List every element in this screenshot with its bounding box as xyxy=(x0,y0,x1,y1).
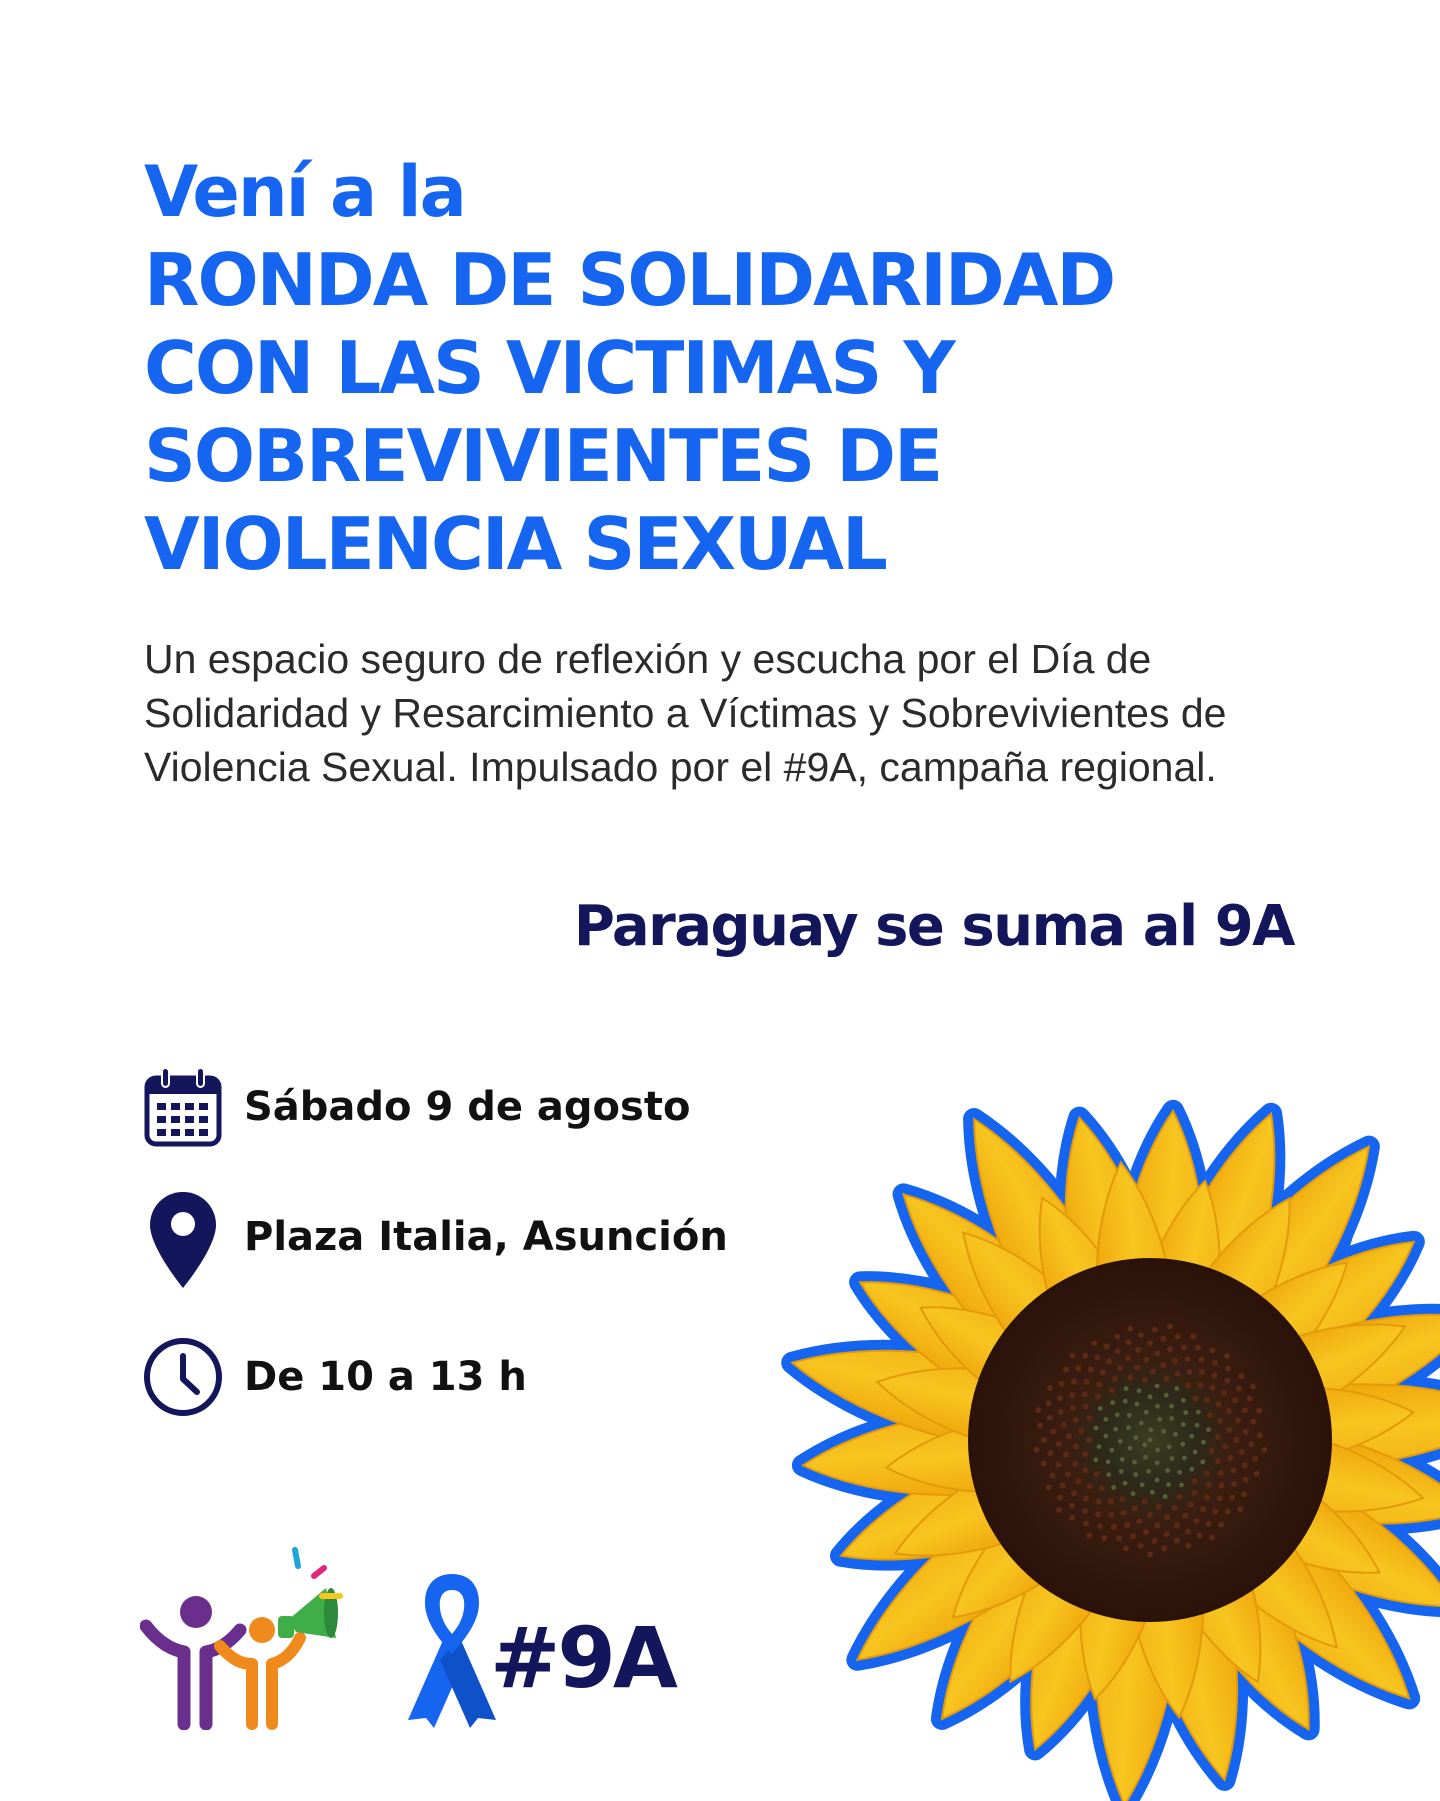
event-location-row xyxy=(142,1196,728,1278)
seed xyxy=(1095,1511,1101,1517)
seed xyxy=(1250,1419,1256,1425)
seed xyxy=(1166,1482,1171,1487)
seed xyxy=(1133,1472,1138,1477)
seed xyxy=(1254,1471,1260,1477)
seed xyxy=(1172,1505,1178,1511)
seed xyxy=(1170,1456,1175,1461)
seed xyxy=(1224,1378,1230,1384)
seed xyxy=(1241,1491,1247,1497)
seed xyxy=(1238,1373,1244,1379)
seed xyxy=(1151,1538,1157,1544)
seed xyxy=(1106,1359,1112,1365)
seed xyxy=(1134,1365,1140,1371)
seed xyxy=(1069,1515,1075,1521)
seed xyxy=(1063,1452,1069,1458)
seed xyxy=(1139,1421,1144,1426)
seed xyxy=(1082,1451,1088,1457)
seed xyxy=(1095,1394,1101,1400)
seed xyxy=(1231,1481,1237,1487)
event-time-row xyxy=(142,1336,527,1418)
seed xyxy=(1177,1494,1183,1500)
seed xyxy=(1225,1365,1231,1371)
seed xyxy=(1167,1445,1172,1450)
seed xyxy=(1177,1470,1182,1475)
seed xyxy=(1206,1482,1212,1488)
seed xyxy=(1156,1504,1162,1510)
seed xyxy=(1114,1334,1120,1340)
seed xyxy=(1047,1415,1053,1421)
seed xyxy=(1175,1333,1181,1339)
seed xyxy=(1071,1379,1077,1385)
event-location: Plaza Italia, Asunción xyxy=(244,1214,728,1260)
seed xyxy=(1182,1456,1187,1461)
seed xyxy=(1095,1498,1101,1504)
seed xyxy=(1185,1543,1191,1549)
seed xyxy=(1148,1394,1153,1399)
seed xyxy=(1056,1441,1062,1447)
seed xyxy=(1215,1458,1221,1464)
campaign-logo xyxy=(400,1570,675,1735)
seed xyxy=(1164,1531,1170,1537)
seed xyxy=(1123,1481,1128,1486)
seed xyxy=(1108,1512,1114,1518)
seed xyxy=(1143,1357,1149,1363)
seed xyxy=(1050,1429,1056,1435)
seed xyxy=(1069,1392,1075,1398)
seed xyxy=(1207,1412,1213,1418)
seed xyxy=(1120,1510,1126,1516)
seed xyxy=(1094,1354,1100,1360)
seed xyxy=(1186,1369,1192,1375)
seed xyxy=(1215,1434,1221,1440)
seed xyxy=(1100,1370,1106,1376)
seed xyxy=(1041,1461,1047,1467)
seed xyxy=(1099,1485,1105,1491)
seed xyxy=(1200,1506,1206,1512)
seed xyxy=(1111,1485,1116,1490)
seed xyxy=(1034,1447,1040,1453)
seed xyxy=(1056,1507,1062,1513)
seed xyxy=(1058,1409,1064,1415)
seed xyxy=(1174,1386,1179,1391)
seed xyxy=(1096,1382,1102,1388)
seed xyxy=(1195,1423,1200,1428)
seed xyxy=(1237,1506,1243,1512)
seed xyxy=(1169,1416,1174,1421)
seed xyxy=(1192,1478,1198,1484)
seed xyxy=(1222,1444,1228,1450)
seed xyxy=(1111,1524,1117,1530)
seed xyxy=(1061,1422,1067,1428)
seed xyxy=(1232,1397,1238,1403)
seed xyxy=(1123,1399,1128,1404)
seed xyxy=(1174,1522,1180,1528)
seed xyxy=(1112,1376,1118,1382)
seed xyxy=(1181,1422,1186,1427)
seed xyxy=(1181,1398,1186,1403)
seed xyxy=(1257,1432,1263,1438)
seed xyxy=(1204,1397,1210,1403)
seed xyxy=(1147,1512,1153,1518)
seed xyxy=(1045,1484,1051,1490)
seed xyxy=(1037,1423,1043,1429)
seed xyxy=(1164,1514,1170,1520)
seed xyxy=(1217,1496,1223,1502)
seed xyxy=(1164,1393,1169,1398)
seed xyxy=(1049,1473,1055,1479)
seed xyxy=(1155,1384,1160,1389)
seed xyxy=(1180,1442,1185,1447)
seed xyxy=(1035,1407,1041,1413)
seed xyxy=(1075,1478,1081,1484)
seed xyxy=(1097,1444,1102,1449)
seed xyxy=(1142,1499,1148,1505)
seed xyxy=(1078,1428,1084,1434)
headline-line-4: VIOLENCIA SEXUAL xyxy=(144,502,886,586)
seed xyxy=(1185,1382,1191,1388)
seed xyxy=(1229,1495,1235,1501)
seed xyxy=(1041,1437,1047,1443)
seed xyxy=(1082,1352,1088,1358)
seed xyxy=(1059,1381,1065,1387)
seed xyxy=(1209,1534,1215,1540)
seed xyxy=(1242,1462,1248,1468)
seed xyxy=(1108,1499,1114,1505)
seed xyxy=(1250,1383,1256,1389)
clock-icon xyxy=(142,1336,224,1418)
event-headline xyxy=(144,148,1304,588)
seed xyxy=(1097,1523,1103,1529)
seed xyxy=(1163,1494,1168,1499)
seed xyxy=(1125,1339,1131,1345)
seed xyxy=(1135,1402,1140,1407)
seed xyxy=(1185,1528,1191,1534)
seed xyxy=(1098,1406,1103,1411)
seed xyxy=(1201,1440,1206,1445)
seed xyxy=(1193,1450,1198,1455)
seed xyxy=(1191,1490,1197,1496)
seed xyxy=(1204,1494,1210,1500)
seed xyxy=(1072,1461,1078,1467)
seed xyxy=(1093,1457,1098,1462)
seed xyxy=(1221,1390,1227,1396)
seed xyxy=(1138,1543,1144,1549)
seed xyxy=(1150,1368,1156,1374)
seed xyxy=(1127,1325,1133,1331)
seed xyxy=(1212,1372,1218,1378)
seed xyxy=(1115,1412,1120,1417)
seed xyxy=(1101,1535,1107,1541)
seed xyxy=(1088,1366,1094,1372)
seed xyxy=(1261,1447,1267,1453)
sunflower-graphic xyxy=(700,1030,1440,1801)
seed xyxy=(1055,1462,1061,1468)
seed xyxy=(1155,1350,1161,1356)
seed xyxy=(1247,1396,1253,1402)
seed xyxy=(1174,1371,1180,1377)
seed xyxy=(1132,1460,1137,1465)
seed xyxy=(1065,1471,1071,1477)
seed xyxy=(1073,1417,1079,1423)
seed xyxy=(1094,1426,1099,1431)
seed xyxy=(1227,1455,1233,1461)
seed xyxy=(1113,1427,1118,1432)
seed xyxy=(1115,1348,1121,1354)
seed xyxy=(1243,1429,1249,1435)
seed xyxy=(1152,1327,1158,1333)
seed xyxy=(1086,1437,1092,1443)
seed xyxy=(1073,1443,1079,1449)
seed xyxy=(1173,1432,1178,1437)
seed xyxy=(1125,1355,1131,1361)
seed xyxy=(1143,1455,1148,1460)
seed xyxy=(1198,1357,1204,1363)
seed xyxy=(1192,1395,1198,1401)
seed xyxy=(1084,1379,1090,1385)
event-description: Un espacio seguro de reflexión y escucha por el Día de Solidaridad y Resarcimiento a Víctimas y Sobrevivientes de Violencia Sexual. Impulsado por el #9A, campaña regional. xyxy=(144,636,1227,790)
seed xyxy=(1197,1532,1203,1538)
seed xyxy=(1110,1400,1115,1405)
seed xyxy=(1148,1438,1153,1443)
seed xyxy=(1120,1457,1125,1462)
ribbon-icon xyxy=(400,1570,504,1735)
event-time: De 10 a 13 h xyxy=(244,1354,527,1400)
seed xyxy=(1128,1446,1133,1451)
seed xyxy=(1086,1415,1092,1421)
seed xyxy=(1181,1344,1187,1350)
seed xyxy=(1190,1333,1196,1339)
seed xyxy=(1194,1518,1200,1524)
seed xyxy=(1069,1502,1075,1508)
seed xyxy=(1239,1449,1245,1455)
seed xyxy=(1057,1495,1063,1501)
seed xyxy=(1179,1483,1184,1488)
seed xyxy=(1047,1450,1053,1456)
seed xyxy=(1136,1518,1142,1524)
seed xyxy=(1060,1482,1066,1488)
seed xyxy=(1161,1545,1167,1551)
seed xyxy=(1142,1377,1148,1383)
seed xyxy=(1071,1490,1077,1496)
seed xyxy=(1188,1502,1194,1508)
seed xyxy=(1189,1467,1194,1472)
seed xyxy=(1155,1478,1160,1483)
seed xyxy=(1196,1410,1201,1415)
seed xyxy=(1174,1538,1180,1544)
seed xyxy=(1127,1413,1132,1418)
seed xyxy=(1224,1353,1230,1359)
seed xyxy=(1075,1365,1081,1371)
seed xyxy=(1161,1429,1166,1434)
seed xyxy=(1155,1447,1160,1452)
seed xyxy=(1109,1388,1115,1394)
seed xyxy=(1236,1386,1242,1392)
seed xyxy=(1163,1376,1169,1382)
seed xyxy=(1147,1340,1153,1346)
seed xyxy=(1082,1508,1088,1514)
seed xyxy=(1137,1388,1142,1393)
seed xyxy=(1082,1391,1088,1397)
seed xyxy=(1155,1460,1160,1465)
seed xyxy=(1167,1324,1173,1330)
seed xyxy=(1140,1482,1145,1487)
seed xyxy=(1233,1437,1239,1443)
seed xyxy=(1169,1404,1174,1409)
seed xyxy=(1144,1410,1149,1415)
headline-intro: Vení a la xyxy=(144,151,465,233)
seed xyxy=(1189,1434,1194,1439)
seed xyxy=(1117,1365,1123,1371)
seed xyxy=(1212,1360,1218,1366)
seed xyxy=(1230,1467,1236,1473)
seed xyxy=(1212,1508,1218,1514)
seed xyxy=(1131,1491,1136,1496)
event-date-row xyxy=(142,1066,690,1148)
seed xyxy=(1209,1385,1215,1391)
seed xyxy=(1226,1427,1232,1433)
seed xyxy=(1157,1417,1162,1422)
seed xyxy=(1123,1546,1129,1552)
seed xyxy=(1057,1395,1063,1401)
seed xyxy=(1119,1469,1124,1474)
seed xyxy=(1106,1459,1111,1464)
seed xyxy=(1066,1433,1072,1439)
map-pin-icon xyxy=(142,1196,224,1278)
seed xyxy=(1083,1496,1089,1502)
seed xyxy=(1127,1374,1133,1380)
sunflower-illustration xyxy=(700,1030,1440,1801)
seed xyxy=(1133,1435,1138,1440)
seed xyxy=(1146,1469,1151,1474)
seed xyxy=(1070,1353,1076,1359)
seed xyxy=(1083,1520,1089,1526)
seed xyxy=(1160,1336,1166,1342)
seed xyxy=(1132,1506,1138,1512)
calendar-icon xyxy=(142,1066,224,1148)
seed xyxy=(1217,1418,1223,1424)
seed xyxy=(1183,1410,1188,1415)
seed xyxy=(1142,1442,1147,1447)
seed xyxy=(1070,1405,1076,1411)
seed xyxy=(1199,1369,1205,1375)
seed xyxy=(1256,1408,1262,1414)
seed xyxy=(1110,1448,1115,1453)
seed xyxy=(1103,1434,1108,1439)
seed xyxy=(1148,1427,1153,1432)
headline-line-3: SOBREVIVIENTES DE xyxy=(144,414,942,498)
seed xyxy=(1150,1490,1155,1495)
seed xyxy=(1206,1427,1211,1432)
seed xyxy=(1165,1468,1170,1473)
seed xyxy=(1218,1522,1224,1528)
seed xyxy=(1103,1417,1108,1422)
seed xyxy=(1103,1343,1109,1349)
seed xyxy=(1219,1483,1225,1489)
seed xyxy=(1147,1551,1153,1557)
event-date: Sábado 9 de agosto xyxy=(244,1084,691,1130)
seed xyxy=(1083,1404,1089,1410)
seed xyxy=(1242,1407,1248,1413)
seed xyxy=(1087,1483,1093,1489)
seed xyxy=(1225,1508,1231,1514)
seed xyxy=(1135,1347,1141,1353)
seed xyxy=(1154,1522,1160,1528)
seed xyxy=(1124,1522,1130,1528)
seed xyxy=(1130,1533,1136,1539)
seed xyxy=(1106,1472,1111,1477)
seed xyxy=(1252,1456,1258,1462)
seed xyxy=(1182,1513,1188,1519)
seed xyxy=(1160,1362,1166,1368)
seed xyxy=(1047,1385,1053,1391)
seed xyxy=(1063,1367,1069,1373)
seed xyxy=(1143,1529,1149,1535)
seed xyxy=(1155,1404,1160,1409)
seed xyxy=(1118,1439,1123,1444)
campaign-logo-text: #9A xyxy=(490,1608,675,1707)
tagline: Paraguay se suma al 9A xyxy=(573,894,1294,959)
seed xyxy=(1197,1382,1203,1388)
seed xyxy=(1167,1346,1173,1352)
seed xyxy=(1094,1471,1100,1477)
seed xyxy=(1209,1448,1215,1454)
seed xyxy=(1124,1386,1129,1391)
seed xyxy=(1235,1417,1241,1423)
seed xyxy=(1086,1532,1092,1538)
seed xyxy=(1091,1340,1097,1346)
seed xyxy=(1218,1470,1224,1476)
seed xyxy=(1138,1332,1144,1338)
seed xyxy=(1200,1459,1205,1464)
seed xyxy=(1195,1345,1201,1351)
seed xyxy=(1185,1356,1191,1362)
seed xyxy=(1204,1470,1210,1476)
organization-logo xyxy=(140,1546,350,1730)
seed xyxy=(1206,1521,1212,1527)
seed xyxy=(1126,1425,1131,1430)
seed xyxy=(1046,1400,1052,1406)
headline-line-2: CON LAS VICTIMAS Y xyxy=(144,326,954,410)
seed xyxy=(1226,1408,1232,1414)
seed xyxy=(1082,1467,1088,1473)
seed xyxy=(1248,1441,1254,1447)
seed xyxy=(1116,1535,1122,1541)
seed xyxy=(1172,1358,1178,1364)
seed xyxy=(1243,1477,1249,1483)
seed xyxy=(1119,1496,1125,1502)
headline-line-1: RONDA DE SOLIDARIDAD xyxy=(144,238,1115,322)
seed xyxy=(1215,1401,1221,1407)
seed xyxy=(1210,1348,1216,1354)
